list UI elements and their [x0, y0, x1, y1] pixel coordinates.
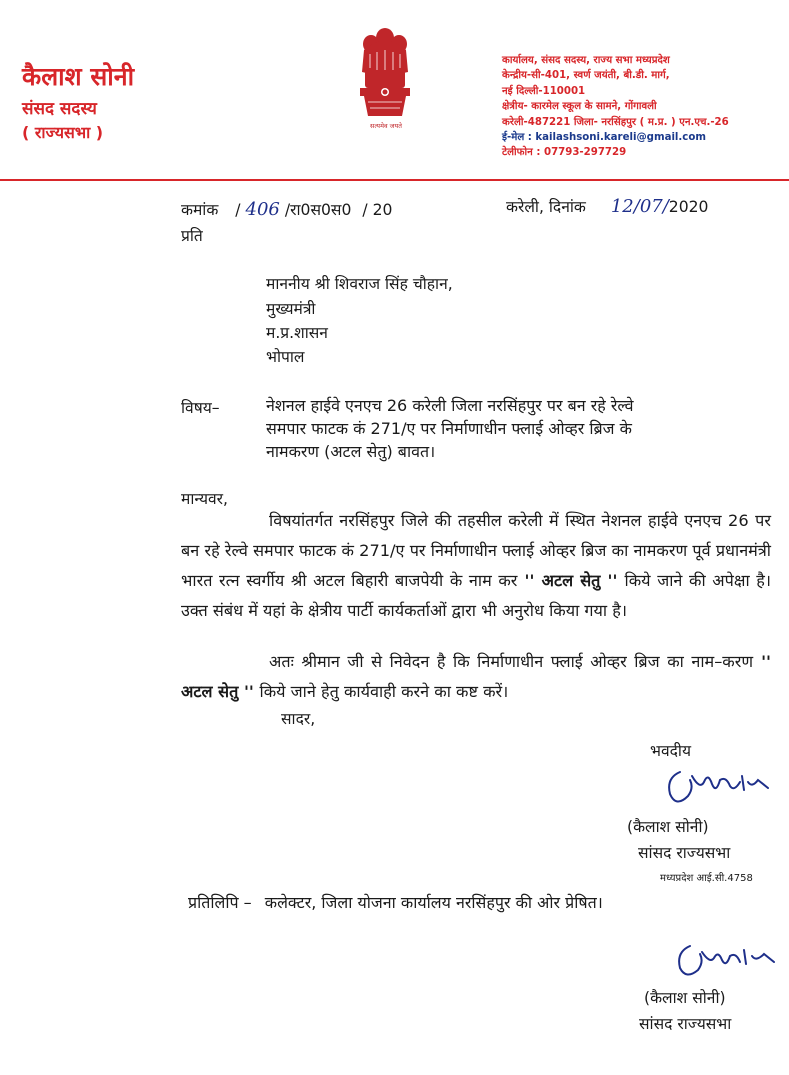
address-line: नई दिल्ली-110001 [502, 85, 586, 97]
copy-line [188, 893, 603, 913]
letterhead-name: कैलाश सोनी [22, 62, 135, 91]
letterhead-designation: संसद सदस्य [22, 99, 97, 119]
body-paragraph-1 [181, 506, 771, 626]
email-label: ई-मेल : [502, 132, 536, 144]
yours-faithfully: भवदीय [650, 742, 691, 760]
atal-setu-emphasis: '' अटल सेतु '' [181, 652, 771, 701]
body-paragraph-2 [181, 647, 771, 707]
handwritten-signature-icon [660, 762, 772, 810]
closing: सादर, [281, 710, 316, 728]
to-label: प्रति [181, 227, 203, 245]
ref-number: 406 [245, 199, 280, 220]
national-emblem-icon [350, 24, 420, 124]
phone-line: टेलीफोन : 07793-297729 [502, 147, 627, 159]
ref-year: / 20 [362, 201, 393, 219]
copy-label: प्रतिलिपि – [188, 893, 252, 912]
signatory-designation: सांसद राज्यसभा [638, 844, 731, 862]
para1-text-end: किये जाने की अपेक्षा है। उक्त संबंध में यहां के क्षेत्रीय पार्टी कार्यकर्ताओं द्वारा भी अनुरोध किया गया है। [181, 571, 771, 620]
address-line: करेली-487221 जिला- नरसिंहपुर ( म.प्र. ) एन.एच.-26 [502, 116, 729, 128]
ref-sep: / [235, 201, 241, 219]
recipient-line: मुख्यमंत्री [266, 300, 316, 318]
para1-text: विषयांतर्गत नरसिंहपुर जिले की तहसील करेली में स्थित नेशनल हाईवे एनएच 26 पर बन रहे रेल्वे समपार फाटक कं 271/ए पर निर्माणाधीन फ्लाई ओव्हर ब्रिज का नामकरण पूर्व प्रधानमंत्री भारत रत्न स्वर्गीय श्री अटल बिहारी बाजपेयी के नाम कर [181, 511, 771, 590]
address-line: कार्यालय, संसद सदस्य, राज्य सभा मध्यप्रदेश [502, 55, 670, 66]
recipient-line: माननीय श्री शिवराज सिंह चौहान, [266, 275, 453, 293]
subject-line: नेशनल हाईवे एनएच 26 करेली जिला नरसिंहपुर पर बन रहे रेल्वे [266, 396, 634, 415]
address-line: क्षेत्रीय- कारमेल स्कूल के सामने, गोंगावली [502, 101, 657, 113]
recipient-line: भोपाल [266, 348, 305, 366]
ref-sep: / [284, 201, 291, 219]
recipient-line: म.प्र.शासन [266, 324, 328, 342]
email-address: kailashsoni.kareli@gmail.com [535, 132, 706, 144]
place-date-label: करेली, दिनांक [506, 198, 586, 216]
ref-label: कमांक [181, 201, 219, 219]
copy-text: कलेक्टर, जिला योजना कार्यालय नरसिंहपुर की ओर प्रेषित। [264, 893, 603, 912]
subject-label: विषय– [181, 399, 220, 417]
email-line [502, 130, 782, 145]
emblem-motto: सत्यमेव जयते [370, 122, 402, 130]
subject-line: समपार फाटक कं 271/ए पर निर्माणाधीन फ्लाई ओव्हर ब्रिज के [266, 419, 632, 438]
date-line [506, 197, 708, 217]
handwritten-signature-icon [668, 938, 780, 984]
signatory-name: (कैलाश सोनी) [627, 818, 709, 836]
address-line: केन्द्रीय-सी-401, स्वर्ण जयंती, बी.डी. मार्ग, [502, 70, 670, 82]
signatory-note: मध्यप्रदेश आई.सी.4758 [660, 873, 753, 884]
salutation: मान्यवर, [181, 490, 229, 508]
letterhead-address [502, 53, 782, 161]
date-year: 2020 [668, 198, 709, 216]
signatory-name: (कैलाश सोनी) [644, 989, 726, 1007]
reference-line [181, 200, 392, 220]
letterhead-divider [0, 179, 789, 181]
letterhead-house: ( राज्यसभा ) [22, 123, 104, 142]
signatory-designation: सांसद राज्यसभा [639, 1015, 732, 1033]
subject-line: नामकरण (अटल सेतु) बावत। [266, 442, 436, 461]
atal-setu-emphasis: '' अटल सेतु '' [517, 571, 625, 590]
date-handwritten: 12/07/ [610, 196, 669, 217]
ref-code: रा0स0स0 [290, 201, 352, 219]
para2-text: अतः श्रीमान जी से निवेदन है कि निर्माणाधीन फ्लाई ओव्हर ब्रिज का नाम–करण [269, 652, 754, 671]
para2-text-end: किये जाने हेतु कार्यवाही करने का कष्ट करें। [259, 682, 509, 701]
